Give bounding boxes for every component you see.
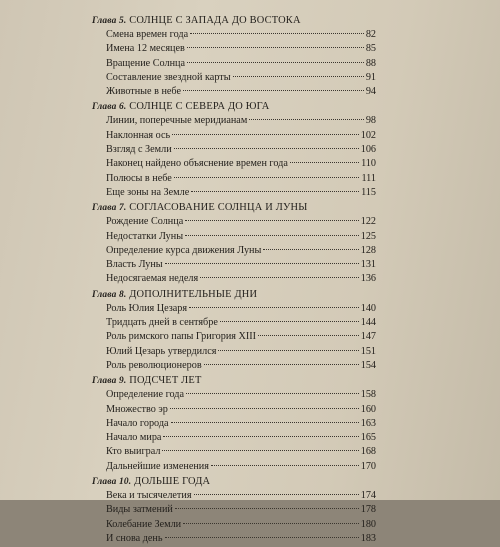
toc-entry — [106, 445, 376, 459]
entry-title: Начало города — [106, 417, 169, 429]
entry-title: Вращение Солнца — [106, 57, 186, 69]
dot-leader — [263, 249, 358, 250]
chapter-number: Глава 5. — [92, 16, 127, 26]
entry-page-number: 128 — [360, 244, 376, 256]
toc-entry — [106, 157, 376, 171]
toc-entry — [106, 244, 376, 258]
entry-page-number: 106 — [360, 144, 376, 156]
dot-leader — [194, 494, 359, 495]
toc-entry — [106, 258, 376, 272]
entry-title: Определение года — [106, 389, 185, 401]
dot-leader — [174, 177, 360, 178]
entry-page-number: 170 — [360, 460, 376, 472]
dot-leader — [220, 321, 359, 322]
dot-leader — [189, 307, 359, 308]
entry-title: Наклонная ось — [106, 129, 171, 141]
chapter-number: Глава 10. — [92, 477, 132, 488]
entry-page-number: 144 — [360, 317, 376, 329]
entry-page-number: 136 — [360, 273, 376, 285]
toc-entry — [106, 532, 376, 546]
toc-entry — [106, 302, 376, 316]
entry-page-number: 140 — [360, 302, 376, 314]
chapter-section — [92, 201, 376, 286]
toc-entry — [106, 57, 376, 71]
dot-leader — [163, 436, 358, 437]
entry-page-number: 151 — [360, 345, 376, 357]
dot-leader — [187, 47, 364, 48]
entry-title: Начало мира — [106, 432, 162, 444]
dot-leader — [249, 119, 364, 120]
chapter-number: Глава 7. — [92, 203, 127, 214]
entry-page-number: 160 — [360, 403, 376, 415]
dot-leader — [165, 263, 359, 264]
chapter-heading — [92, 475, 376, 489]
entry-page-number: 115 — [361, 186, 376, 198]
dot-leader — [211, 465, 359, 466]
dot-leader — [186, 393, 359, 394]
toc-entry — [106, 316, 376, 330]
table-of-contents — [92, 14, 376, 547]
dot-leader — [162, 450, 358, 451]
dot-leader — [165, 537, 359, 538]
dot-leader — [171, 422, 359, 423]
dot-leader — [258, 335, 359, 336]
dot-leader — [185, 235, 359, 236]
dot-leader — [290, 162, 359, 163]
entry-page-number: 131 — [360, 259, 376, 271]
entry-title: Смена времен года — [106, 29, 189, 40]
entry-title: Рождение Солнца — [106, 216, 184, 228]
toc-entry — [106, 518, 376, 532]
chapter-section — [92, 288, 376, 373]
entry-title: Еще зоны на Земле — [106, 186, 190, 198]
chapter-section — [92, 374, 376, 474]
entry-page-number: 183 — [360, 532, 376, 544]
entry-page-number: 174 — [360, 490, 376, 502]
toc-entry — [106, 129, 376, 143]
dot-leader — [191, 191, 359, 192]
dot-leader — [183, 523, 359, 524]
chapter-number: Глава 6. — [92, 102, 127, 113]
entry-page-number: 111 — [361, 172, 376, 184]
toc-entry — [106, 114, 376, 128]
toc-entry — [106, 28, 376, 42]
toc-entry — [106, 431, 376, 445]
chapter-title: СОГЛАСОВАНИЕ СОЛНЦА И ЛУНЫ — [129, 202, 308, 214]
chapter-title: ДОЛЬШЕ ГОДА — [134, 476, 211, 488]
toc-entry — [106, 417, 376, 431]
entry-page-number: 165 — [360, 432, 376, 444]
dot-leader — [233, 76, 364, 77]
entry-page-number: 125 — [360, 230, 376, 242]
entry-title: И снова день — [106, 532, 163, 544]
chapter-heading — [92, 374, 376, 388]
chapter-heading — [92, 288, 376, 302]
dot-leader — [175, 508, 359, 509]
entry-page-number: 98 — [365, 115, 376, 127]
entry-page-number: 180 — [360, 518, 376, 530]
dot-leader — [200, 277, 359, 278]
entry-page-number: 110 — [361, 158, 376, 170]
entry-page-number: 122 — [360, 216, 376, 228]
toc-entry — [106, 489, 376, 503]
toc-entry — [106, 143, 376, 157]
entry-title: Дальнейшие изменения — [106, 460, 209, 472]
entry-page-number: 168 — [360, 446, 376, 458]
entry-page-number: 94 — [365, 86, 376, 98]
toc-entry — [106, 403, 376, 417]
entry-title: Имена 12 месяцев — [106, 43, 185, 55]
chapter-title: ПОДСЧЕТ ЛЕТ — [129, 375, 202, 387]
dot-leader — [218, 350, 358, 351]
dot-leader — [185, 220, 358, 221]
toc-entry — [106, 272, 376, 286]
dot-leader — [187, 62, 364, 63]
dot-leader — [174, 148, 359, 149]
toc-entry — [106, 42, 376, 56]
toc-entry — [106, 388, 376, 402]
dot-leader — [183, 90, 364, 91]
entry-title: Кто выиграл — [106, 446, 161, 458]
toc-entry — [106, 186, 376, 200]
entry-page-number: 88 — [365, 57, 376, 69]
toc-entry — [106, 172, 376, 186]
chapter-heading — [92, 14, 376, 28]
entry-title: Недосягаемая неделя — [106, 273, 199, 285]
entry-title: Власть Луны — [106, 259, 163, 271]
entry-page-number: 178 — [360, 504, 376, 516]
entry-title: Виды затмений — [106, 504, 173, 516]
entry-page-number: 154 — [360, 359, 376, 371]
toc-entry — [106, 71, 376, 85]
entry-title: Недостатки Луны — [106, 230, 184, 242]
toc-entry — [106, 330, 376, 344]
entry-title: Составление звездной карты — [106, 71, 231, 83]
toc-entry — [106, 503, 376, 517]
entry-page-number: 91 — [365, 71, 376, 83]
dot-leader — [190, 33, 364, 34]
toc-entry — [106, 85, 376, 99]
entry-title: Множество эр — [106, 403, 168, 415]
dot-leader — [170, 408, 359, 409]
toc-entry — [106, 460, 376, 474]
entry-title: Линии, поперечные меридианам — [106, 115, 248, 127]
toc-entry — [106, 345, 376, 359]
chapter-title: ДОПОЛНИТЕЛЬНЫЕ ДНИ — [129, 288, 258, 300]
chapter-section — [92, 14, 376, 99]
chapter-section — [92, 475, 376, 546]
entry-title: Полюсы в небе — [106, 172, 172, 184]
entry-page-number: 82 — [365, 29, 376, 40]
toc-entry — [106, 359, 376, 373]
entry-page-number: 85 — [365, 43, 376, 55]
dot-leader — [204, 364, 359, 365]
entry-title: Роль Юлия Цезаря — [106, 302, 188, 314]
entry-title: Тридцать дней в сентябре — [106, 317, 218, 329]
toc-entry — [106, 230, 376, 244]
entry-title: Века и тысячелетия — [106, 490, 192, 502]
chapter-section — [92, 100, 376, 200]
entry-page-number: 158 — [360, 389, 376, 401]
chapter-number: Глава 8. — [92, 289, 127, 300]
chapter-heading — [92, 201, 376, 215]
entry-page-number: 102 — [360, 129, 376, 141]
entry-title: Наконец найдено объяснение времен года — [106, 158, 288, 170]
entry-title: Роль римского папы Григория XIII — [106, 331, 257, 343]
entry-page-number: 163 — [360, 417, 376, 429]
entry-title: Определение курса движения Луны — [106, 244, 262, 256]
chapter-number: Глава 9. — [92, 376, 127, 387]
toc-entry — [106, 215, 376, 229]
entry-title: Животные в небе — [106, 86, 181, 98]
entry-title: Взгляд с Земли — [106, 144, 172, 156]
entry-title: Юлий Цезарь утвердился — [106, 345, 217, 357]
chapter-title: СОЛНЦЕ С ЗАПАДА ДО ВОСТОКА — [129, 15, 301, 26]
chapter-heading — [92, 100, 376, 114]
chapter-title: СОЛНЦЕ С СЕВЕРА ДО ЮГА — [129, 101, 270, 113]
dot-leader — [172, 134, 359, 135]
entry-title: Колебание Земли — [106, 518, 182, 530]
entry-page-number: 147 — [360, 331, 376, 343]
entry-title: Роль революционеров — [106, 359, 202, 371]
